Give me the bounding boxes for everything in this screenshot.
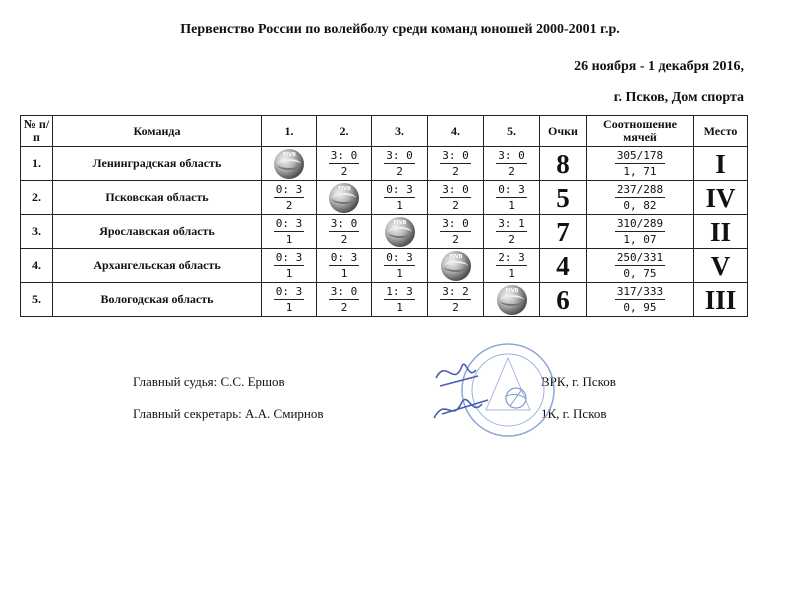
match-result-cell <box>484 147 540 181</box>
ball-ratio <box>615 285 665 314</box>
match-points: 2 <box>508 164 515 178</box>
match-result <box>496 149 527 178</box>
ball-ratio <box>615 149 665 178</box>
match-result-cell <box>372 249 428 283</box>
match-result-cell <box>262 249 317 283</box>
match-points: 2 <box>508 232 515 246</box>
col-header-team: Команда <box>53 116 262 147</box>
match-result-cell <box>317 283 372 317</box>
ball-ratio <box>615 251 665 280</box>
match-result-cell <box>428 181 484 215</box>
col-header-1: 1. <box>262 116 317 147</box>
match-result-cell <box>317 147 372 181</box>
team-name: Ярославская область <box>53 215 262 249</box>
col-header-4: 4. <box>428 116 484 147</box>
total-points: 8 <box>540 147 587 181</box>
ball-ratio-raw: 305/178 <box>616 148 664 162</box>
match-score: 3: 2 <box>442 284 469 298</box>
match-points: 2 <box>452 198 459 212</box>
match-result <box>384 149 415 178</box>
table-row <box>21 181 748 215</box>
match-result <box>329 217 360 246</box>
match-score: 0: 3 <box>386 182 413 196</box>
volleyball-icon <box>274 149 304 179</box>
ball-ratio-raw: 237/288 <box>616 182 664 196</box>
total-points: 5 <box>540 181 587 215</box>
team-name: Архангельская область <box>53 249 262 283</box>
match-result <box>274 285 305 314</box>
ball-ratio-value: 1, 07 <box>623 232 657 246</box>
match-result-cell <box>428 147 484 181</box>
match-score: 2: 3 <box>498 250 525 264</box>
chief-judge-category: ВРК, г. Псков <box>541 374 616 389</box>
match-score: 3: 0 <box>330 148 358 162</box>
total-points: 6 <box>540 283 587 317</box>
total-points: 7 <box>540 215 587 249</box>
row-number: 5. <box>21 283 53 317</box>
ball-ratio-value: 0, 75 <box>623 266 657 280</box>
page-title: Первенство России по волейболу среди команд юношей 2000-2001 г.р. <box>180 22 620 37</box>
match-result <box>274 217 305 246</box>
ball-ratio-value: 0, 82 <box>623 198 657 212</box>
match-points: 2 <box>452 300 459 314</box>
federation-stamp-icon <box>416 340 566 440</box>
match-points: 1 <box>508 198 515 212</box>
match-result-cell <box>484 215 540 249</box>
ball-ratio-cell <box>587 181 694 215</box>
match-result <box>329 251 360 280</box>
match-result-cell <box>484 181 540 215</box>
table-row <box>21 283 748 317</box>
match-score: 0: 3 <box>275 250 303 264</box>
final-place: III <box>694 283 748 317</box>
match-points: 2 <box>452 164 459 178</box>
match-points: 1 <box>285 266 293 280</box>
match-result <box>274 251 305 280</box>
match-points: 1 <box>396 300 403 314</box>
ball-ratio <box>615 183 665 212</box>
match-points: 1 <box>396 198 403 212</box>
match-score: 3: 0 <box>442 148 469 162</box>
match-score: 3: 0 <box>386 148 413 162</box>
match-score: 1: 3 <box>386 284 413 298</box>
ball-ratio-cell <box>587 249 694 283</box>
match-points: 2 <box>340 300 348 314</box>
ball-ratio-value: 1, 71 <box>623 164 657 178</box>
match-points: 1 <box>340 266 348 280</box>
match-result-cell <box>372 147 428 181</box>
col-header-points: Очки <box>540 116 587 147</box>
match-score: 0: 3 <box>275 182 303 196</box>
self-match-cell <box>262 147 317 181</box>
chief-secretary-category: 1К, г. Псков <box>541 406 607 421</box>
match-score: 0: 3 <box>275 216 303 230</box>
match-result <box>440 183 471 212</box>
match-points: 1 <box>508 266 515 280</box>
match-score: 3: 0 <box>498 148 525 162</box>
match-result <box>274 183 305 212</box>
row-number: 3. <box>21 215 53 249</box>
match-score: 3: 0 <box>442 216 469 230</box>
chief-secretary: Главный секретарь: А.А. Смирнов <box>133 406 324 421</box>
ball-ratio-raw: 310/289 <box>616 216 664 230</box>
match-result <box>440 217 471 246</box>
table-row <box>21 249 748 283</box>
table-header-row <box>21 116 748 147</box>
match-result-cell <box>262 283 317 317</box>
match-result <box>440 149 471 178</box>
team-name: Вологодская область <box>53 283 262 317</box>
match-result-cell <box>484 249 540 283</box>
ball-ratio-cell <box>587 283 694 317</box>
match-points: 1 <box>285 232 293 246</box>
col-header-place: Место <box>694 116 748 147</box>
chief-judge: Главный судья: С.С. Ершов <box>133 374 285 389</box>
event-dates: 26 ноября - 1 декабря 2016, <box>574 59 744 74</box>
ball-ratio-raw: 317/333 <box>616 284 664 298</box>
match-result <box>329 149 360 178</box>
volleyball-icon <box>497 285 527 315</box>
ball-ratio-cell <box>587 147 694 181</box>
final-place: V <box>694 249 748 283</box>
match-result <box>384 251 415 280</box>
col-header-ratio: Соотношение мячей <box>587 116 694 147</box>
ball-ratio-raw: 250/331 <box>616 250 664 264</box>
match-points: 2 <box>452 232 459 246</box>
self-match-cell <box>428 249 484 283</box>
match-result-cell <box>317 215 372 249</box>
volleyball-icon <box>329 183 359 213</box>
match-points: 2 <box>340 232 348 246</box>
row-number: 4. <box>21 249 53 283</box>
match-result-cell <box>372 181 428 215</box>
match-result <box>496 217 527 246</box>
ball-ratio-value: 0, 95 <box>623 300 657 314</box>
match-result <box>384 183 415 212</box>
match-points: 2 <box>285 198 293 212</box>
col-header-5: 5. <box>484 116 540 147</box>
table-row <box>21 215 748 249</box>
match-points: 2 <box>396 164 403 178</box>
match-score: 0: 3 <box>275 284 303 298</box>
self-match-cell <box>372 215 428 249</box>
match-result-cell <box>317 249 372 283</box>
match-result <box>496 251 527 280</box>
col-header-2: 2. <box>317 116 372 147</box>
volleyball-icon <box>385 217 415 247</box>
match-score: 3: 0 <box>330 216 358 230</box>
match-result <box>496 183 527 212</box>
event-venue: г. Псков, Дом спорта <box>613 90 744 105</box>
team-name: Ленинградская область <box>53 147 262 181</box>
match-result-cell <box>428 283 484 317</box>
final-place: II <box>694 215 748 249</box>
match-score: 3: 0 <box>330 284 358 298</box>
ball-ratio-cell <box>587 215 694 249</box>
match-score: 0: 3 <box>498 182 525 196</box>
match-result-cell <box>262 181 317 215</box>
row-number: 1. <box>21 147 53 181</box>
ball-ratio <box>615 217 665 246</box>
table-row <box>21 147 748 181</box>
self-match-cell <box>484 283 540 317</box>
volleyball-icon <box>441 251 471 281</box>
results-table <box>20 115 748 317</box>
match-points: 1 <box>396 266 403 280</box>
final-place: I <box>694 147 748 181</box>
match-result-cell <box>262 215 317 249</box>
match-result <box>329 285 360 314</box>
match-score: 3: 1 <box>498 216 525 230</box>
match-score: 0: 3 <box>386 250 413 264</box>
match-score: 3: 0 <box>442 182 469 196</box>
match-points: 2 <box>340 164 348 178</box>
row-number: 2. <box>21 181 53 215</box>
match-result-cell <box>428 215 484 249</box>
col-header-3: 3. <box>372 116 428 147</box>
match-score: 0: 3 <box>330 250 358 264</box>
match-points: 1 <box>285 300 293 314</box>
total-points: 4 <box>540 249 587 283</box>
team-name: Псковская область <box>53 181 262 215</box>
final-place: IV <box>694 181 748 215</box>
match-result <box>384 285 415 314</box>
match-result-cell <box>372 283 428 317</box>
self-match-cell <box>317 181 372 215</box>
col-header-num: № п/п <box>21 116 53 147</box>
match-result <box>440 285 471 314</box>
